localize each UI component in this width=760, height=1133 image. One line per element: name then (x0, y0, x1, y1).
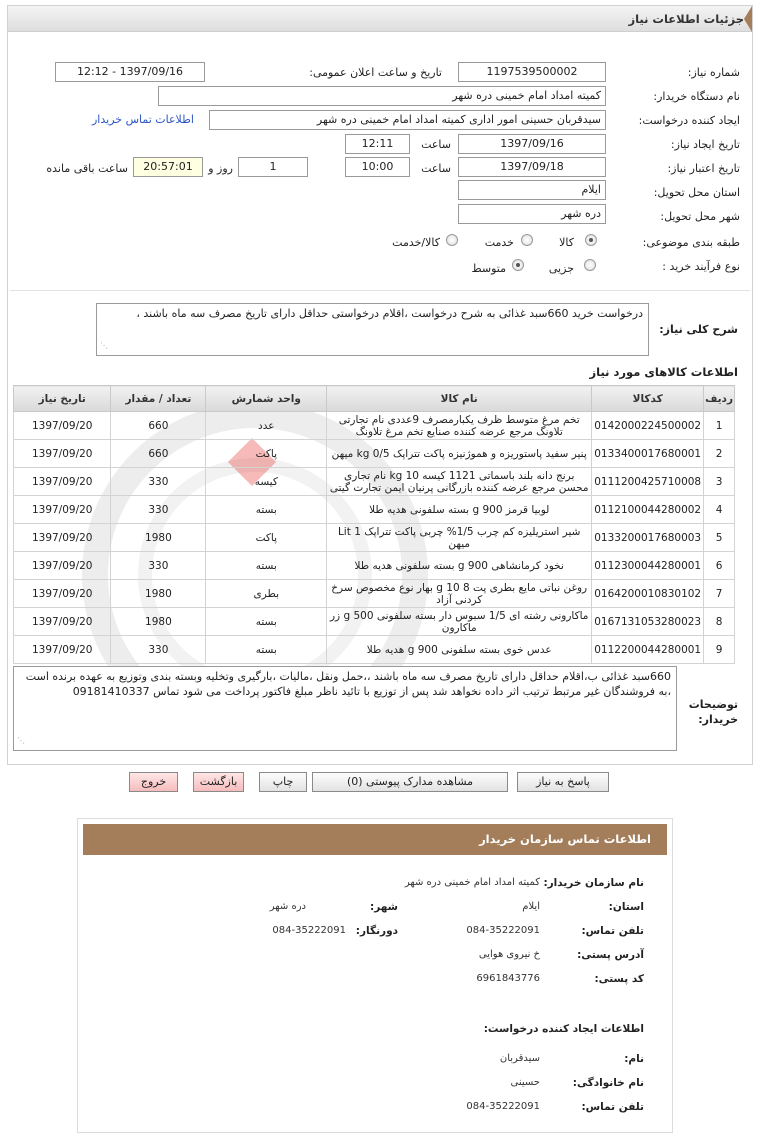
valid-date-label: تاریخ اعتبار نیاز: (667, 162, 740, 175)
item-qty: 330 (111, 552, 206, 580)
item-name: تخم مرغ متوسط ظرف یکبارمصرف 9عددی نام تجارتی تلاونگ مرجع عرضه کننده صنایع تخم مرغ تلاونگ (327, 412, 592, 440)
attachments-button[interactable]: مشاهده مدارک پیوستی (0) (312, 772, 508, 792)
contact-address-value: خ نیروی هوایی (478, 949, 540, 960)
item-name: لوبیا قرمز 900 g بسته سلفونی هدیه طلا (327, 496, 592, 524)
table-row (14, 580, 735, 608)
contact-phone-label: تلفن تماس: (581, 925, 644, 937)
buyer-org-label: نام دستگاه خریدار: (653, 90, 740, 103)
creator-info-title: اطلاعات ایجاد کننده درخواست: (483, 1023, 644, 1035)
radio-minor-label: جزیی (548, 262, 574, 275)
contact-org-label: نام سازمان خریدار: (543, 877, 644, 889)
header-unit: واحد شمارش (206, 386, 327, 412)
row-number: 1 (704, 412, 735, 440)
header-date: تاریخ نیاز (14, 386, 111, 412)
contact-province-label: استان: (608, 901, 644, 913)
radio-goods-service[interactable] (446, 234, 458, 246)
item-date: 1397/09/20 (14, 608, 111, 636)
item-code: 0167131053280023 (592, 608, 704, 636)
item-qty: 330 (111, 468, 206, 496)
exit-button[interactable]: خروج (129, 772, 178, 792)
item-code: 0112100044280002 (592, 496, 704, 524)
radio-medium-label: متوسط (471, 262, 506, 275)
header-row-number: ردیف (704, 386, 735, 412)
city-label: شهر محل تحویل: (660, 210, 740, 223)
buyer-notes-text: 660سبد غذائی ب،اقلام حداقل دارای تاریخ مصرف سه ماه باشند ،،حمل ونقل ،مالیات ،بارگیری وتخلیه وبسته بندی وتوزیع به عهده برنده است ،به فروشندگان غیر مرتبط ترتیب اثر داده نخواهد شد پس از توزیع با تائید ناظر مبلغ فاکتور پرداخت می شود تماس 09181410337 (25, 670, 671, 698)
table-row (14, 440, 735, 468)
contact-title: اطلاعات تماس سازمان خریدار (83, 824, 667, 855)
panel-title-text: جزئیات اطلاعات نیاز (628, 12, 744, 26)
item-code: 0133200017680003 (592, 524, 704, 552)
valid-time-label: ساعت (421, 162, 451, 175)
radio-medium[interactable] (512, 259, 524, 271)
process-label: نوع فرآیند خرید : (662, 260, 740, 273)
item-unit: کیسه (206, 468, 327, 496)
announce-label: تاریخ و ساعت اعلان عمومی: (309, 66, 442, 79)
header-code: کدکالا (592, 386, 704, 412)
creator-label: ایجاد کننده درخواست: (638, 114, 740, 127)
table-row (14, 552, 735, 580)
item-unit: پاکت (206, 440, 327, 468)
corner-arrow-icon (744, 6, 752, 32)
province-field[interactable]: ایلام (458, 180, 606, 200)
remaining-label: ساعت باقی مانده (46, 162, 128, 175)
row-number: 9 (704, 636, 735, 664)
created-time-label: ساعت (421, 138, 451, 151)
radio-goods-label: کالا (559, 236, 574, 249)
row-number: 7 (704, 580, 735, 608)
created-time-field[interactable]: 12:11 (345, 134, 410, 154)
back-button[interactable]: بازگشت (193, 772, 244, 792)
item-date: 1397/09/20 (14, 524, 111, 552)
item-date: 1397/09/20 (14, 636, 111, 664)
contact-fax-label: دورنگار: (355, 925, 398, 937)
buyer-org-field[interactable]: کمیته امداد امام خمینی دره شهر (158, 86, 606, 106)
item-qty: 660 (111, 412, 206, 440)
item-name: ماکارونی رشته ای 1/5 سبوس دار بسته سلفونی 500 g زر ماکارون (327, 608, 592, 636)
days-label: روز و (208, 162, 233, 175)
item-date: 1397/09/20 (14, 412, 111, 440)
table-row (14, 468, 735, 496)
items-header-row (14, 386, 735, 412)
created-date-label: تاریخ ایجاد نیاز: (670, 138, 740, 151)
need-number-label: شماره نیاز: (687, 66, 740, 79)
item-name: پنیر سفید پاستوریزه و هموژنیزه پاکت تتراپک 0/5 kg میهن (327, 440, 592, 468)
table-row (14, 524, 735, 552)
item-date: 1397/09/20 (14, 496, 111, 524)
separator (10, 290, 750, 291)
item-code: 0112300044280001 (592, 552, 704, 580)
radio-service-label: خدمت (484, 236, 514, 249)
item-date: 1397/09/20 (14, 580, 111, 608)
item-unit: بسته (206, 636, 327, 664)
item-code: 0111200425710008 (592, 468, 704, 496)
created-date-field[interactable]: 1397/09/16 (458, 134, 606, 154)
contact-address-label: آدرس پستی: (577, 949, 644, 961)
table-row (14, 608, 735, 636)
row-number: 8 (704, 608, 735, 636)
item-name: شیر استریلیزه کم چرب 1/5% چربی پاکت تتراپک 1 Lit میهن (327, 524, 592, 552)
creator-phone-value: 084-35222091 (466, 1101, 540, 1112)
item-name: عدس خوی بسته سلفونی 900 g هدیه طلا (327, 636, 592, 664)
item-qty: 1980 (111, 580, 206, 608)
table-row (14, 636, 735, 664)
table-row (14, 496, 735, 524)
description-label: شرح کلی نیاز: (659, 323, 738, 336)
buyer-notes-label: توضیحات خریدار: (688, 698, 738, 726)
item-unit: بسته (206, 496, 327, 524)
table-row (14, 412, 735, 440)
item-qty: 660 (111, 440, 206, 468)
header-qty: تعداد / مقدار (111, 386, 206, 412)
valid-date-field[interactable]: 1397/09/18 (458, 157, 606, 177)
item-qty: 330 (111, 496, 206, 524)
contact-city-value: دره شهر (269, 901, 306, 912)
print-button[interactable]: چاپ (259, 772, 307, 792)
item-code: 0112200044280001 (592, 636, 704, 664)
item-code: 0142000224500002 (592, 412, 704, 440)
radio-goods[interactable] (585, 234, 597, 246)
remaining-time-field: 20:57:01 (133, 157, 203, 177)
days-field[interactable]: 1 (238, 157, 308, 177)
radio-service[interactable] (521, 234, 533, 246)
item-unit: بسته (206, 608, 327, 636)
row-number: 2 (704, 440, 735, 468)
items-title: اطلاعات کالاهای مورد نیاز (589, 365, 738, 379)
resize-grip-icon: ⋰ (100, 341, 108, 350)
panel-title (8, 6, 752, 32)
item-name: برنج دانه بلند باسماتی 1121 کیسه 10 kg نام تجاری محسن مرجع عرضه کننده بازرگانی پرنیان ایمن تجارت گیتی (327, 468, 592, 496)
row-number: 6 (704, 552, 735, 580)
item-qty: 1980 (111, 608, 206, 636)
need-number-field[interactable]: 1197539500002 (458, 62, 606, 82)
buyer-contact-panel (77, 818, 673, 1133)
category-label: طبقه بندی موضوعی: (642, 236, 740, 249)
contact-fax-value: 084-35222091 (272, 925, 346, 936)
city-field[interactable]: دره شهر (458, 204, 606, 224)
contact-org-value: کمیته امداد امام خمینی دره شهر (404, 877, 540, 888)
item-unit: پاکت (206, 524, 327, 552)
contact-phone-value: 084-35222091 (466, 925, 540, 936)
item-unit: بطری (206, 580, 327, 608)
item-qty: 330 (111, 636, 206, 664)
row-number: 3 (704, 468, 735, 496)
description-textarea[interactable] (96, 303, 649, 356)
creator-field[interactable]: سیدقربان حسینی امور اداری کمیته امداد امام خمینی دره شهر (209, 110, 606, 130)
contact-province-value: ایلام (522, 901, 540, 912)
header-name: نام کالا (327, 386, 592, 412)
creator-name-label: نام: (624, 1053, 644, 1065)
item-unit: بسته (206, 552, 327, 580)
announce-field[interactable]: 1397/09/16 - 12:12 (55, 62, 205, 82)
item-code: 0164200010830102 (592, 580, 704, 608)
item-date: 1397/09/20 (14, 440, 111, 468)
buyer-contact-link[interactable]: اطلاعات تماس خریدار (92, 113, 194, 126)
items-table (13, 385, 735, 664)
resize-grip-icon: ⋰ (17, 736, 25, 745)
creator-family-label: نام خانوادگی: (572, 1077, 644, 1089)
row-number: 4 (704, 496, 735, 524)
item-unit: عدد (206, 412, 327, 440)
item-date: 1397/09/20 (14, 552, 111, 580)
buyer-notes-textarea[interactable] (13, 666, 677, 751)
row-number: 5 (704, 524, 735, 552)
province-label: استان محل تحویل: (653, 186, 740, 199)
item-date: 1397/09/20 (14, 468, 111, 496)
item-name: نخود کرمانشاهی 900 g بسته سلفونی هدیه طلا (327, 552, 592, 580)
creator-family-value: حسینی (510, 1077, 540, 1088)
creator-phone-label: تلفن تماس: (581, 1101, 644, 1113)
description-text: درخواست خرید 660سبد غذائی به شرح درخواست ،اقلام درخواستی حداقل دارای تاریخ مصرف سه ماه باشند ، (136, 307, 643, 320)
item-name: روغن نباتی مایع بطری پت 8 10 g بهار نوع مخصوص سرخ کردنی آزاد (327, 580, 592, 608)
radio-minor[interactable] (584, 259, 596, 271)
contact-city-label: شهر: (370, 901, 398, 913)
item-qty: 1980 (111, 524, 206, 552)
contact-postal-value: 6961843776 (476, 973, 540, 984)
valid-time-field[interactable]: 10:00 (345, 157, 410, 177)
reply-button[interactable]: پاسخ به نیاز (517, 772, 609, 792)
creator-name-value: سیدقربان (499, 1053, 540, 1064)
radio-goods-service-label: کالا/خدمت (392, 236, 440, 249)
item-code: 0133400017680001 (592, 440, 704, 468)
contact-postal-label: کد پستی: (594, 973, 644, 985)
